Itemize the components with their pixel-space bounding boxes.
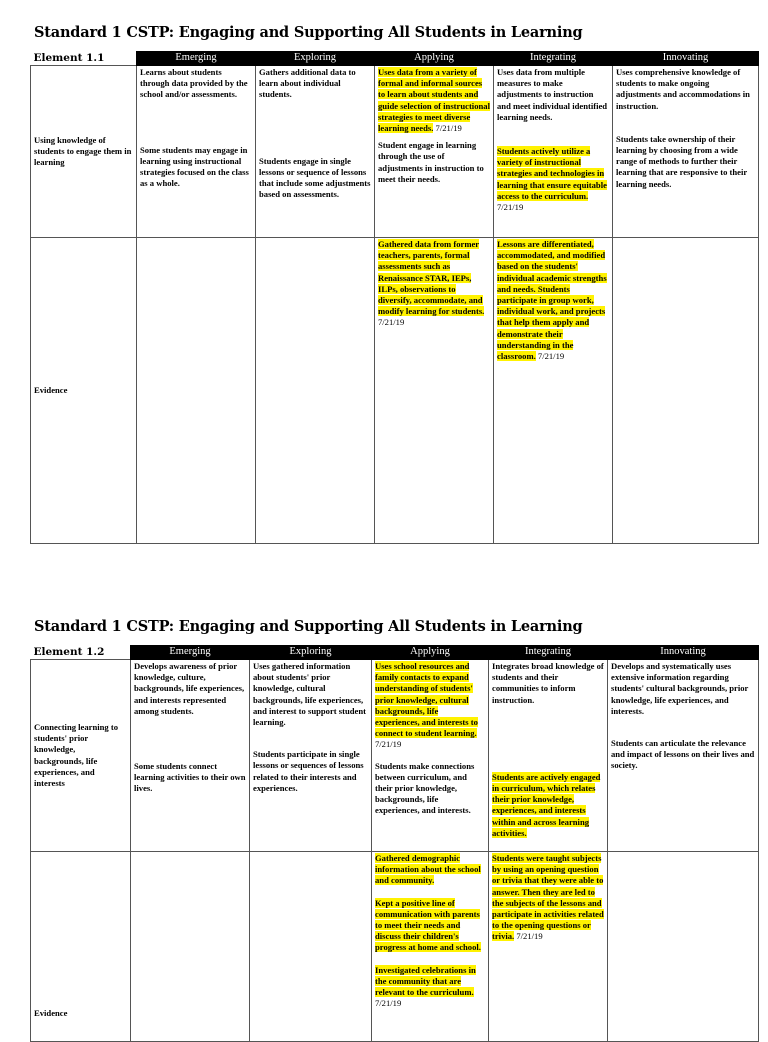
evidence-exploring	[256, 238, 375, 544]
highlighted-descriptor: Uses school resources and family contacts to expand understanding of students' prior knowledge, cultural backgrounds, life experiences, and interests to connect to student learning.	[375, 661, 478, 739]
descriptor-teacher: Gathers additional data to learn about individual students.	[259, 67, 356, 100]
descriptor-teacher: Develops and systematically uses extensive information regarding students' cultural backgrounds, prior knowledge, life experiences, and interests.	[611, 661, 749, 716]
cell-emerging	[137, 66, 256, 238]
evidence-emerging	[131, 852, 250, 1042]
descriptor-student: Students engage in single lessons or sequence of lessons that include some adjustments based on assessments.	[259, 155, 371, 200]
evidence-text: Kept a positive line of communication with parents to meet their needs and discuss their children's progress at home and school.	[375, 897, 481, 953]
element-label: Element 1.2	[31, 646, 131, 660]
descriptor-student: Some students connect learning activities to their own lives.	[134, 761, 246, 794]
evidence-text: Gathered demographic information about the school and community.	[375, 853, 481, 886]
cell-exploring	[250, 660, 372, 852]
descriptor-student: Students can articulate the relevance and impact of lessons on their lives and society.	[611, 738, 755, 771]
rubric-table-element-1-2	[30, 645, 759, 1042]
evidence-innovating	[608, 852, 759, 1042]
level-header-applying: Applying	[372, 646, 489, 660]
descriptor-student: Student engage in learning through the use of adjustments in instruction to meet their needs.	[378, 140, 484, 184]
row-label: Using knowledge of students to engage them in learning	[31, 66, 137, 238]
level-header-applying: Applying	[375, 52, 494, 66]
evidence-text: Lessons are differentiated, accommodated, and modified based on the students' individual academic strengths and needs. Students participate in group work, individual work, and projects that help them apply and demonstrate their understanding in the classroom.	[497, 239, 607, 362]
date-stamp: 7/21/19	[435, 123, 462, 134]
highlighted-descriptor: Students are actively engaged in curriculum, which relates their prior knowledge, experiences, and interests within and across learning activities.	[492, 771, 601, 838]
evidence-integrating	[489, 852, 608, 1042]
descriptor-student: Students take ownership of their learning by choosing from a wide range of methods to further their learning that are responsive to their learning needs.	[616, 133, 748, 189]
row-label: Connecting learning to students' prior knowledge, backgrounds, life experiences, and interests	[31, 660, 131, 852]
descriptor-teacher: Integrates broad knowledge of students and their communities to inform instruction.	[492, 661, 604, 705]
descriptor-teacher: Develops awareness of prior knowledge, culture, backgrounds, life experiences, and interests represented among students.	[134, 661, 245, 716]
evidence-applying	[372, 852, 489, 1042]
descriptor-teacher: Uses gathered information about students' prior knowledge, cultural backgrounds, life experiences, and interest to support student learning.	[253, 661, 367, 728]
section-title: Standard 1 CSTP: Engaging and Supporting All Students in Learning	[34, 24, 583, 41]
cell-innovating	[608, 660, 759, 852]
level-header-emerging: Emerging	[131, 646, 250, 660]
date-stamp: 7/21/19	[537, 351, 565, 362]
evidence-emerging	[137, 238, 256, 544]
cell-applying	[372, 660, 489, 852]
evidence-text: Students were taught subjects by using an opening question or trivia that they were able to answer. Then they are led to the subjects of the lessons and participate in activities related to the opening questions or trivia.	[492, 853, 604, 942]
descriptor-teacher: Uses data from multiple measures to make adjustments to instruction and meet individual identified learning needs.	[497, 67, 608, 122]
level-header-exploring: Exploring	[250, 646, 372, 660]
evidence-label: Evidence	[31, 852, 131, 1042]
cell-applying	[375, 66, 494, 238]
evidence-integrating	[494, 238, 613, 544]
descriptor-student: Some students may engage in learning using instructional strategies focused on the class as a whole.	[140, 144, 249, 189]
element-label: Element 1.1	[31, 52, 137, 66]
level-header-emerging: Emerging	[137, 52, 256, 66]
level-header-innovating: Innovating	[613, 52, 759, 66]
cell-integrating	[489, 660, 608, 852]
level-header-integrating: Integrating	[489, 646, 608, 660]
highlighted-descriptor: Uses data from a variety of formal and informal sources to learn about students and guide selection of instructional strategies to meet diverse learning needs.	[378, 67, 490, 134]
evidence-text: Gathered data from former teachers, parents, formal assessments such as Renaissance STAR, IEPs, ILPs, observations to diversify, accommodate, and modify learning for students.	[378, 239, 485, 317]
descriptor-teacher: Uses comprehensive knowledge of students to make ongoing adjustments and accommodations in instruction.	[616, 67, 750, 111]
date-stamp: 7/21/19	[375, 998, 402, 1009]
evidence-applying	[375, 238, 494, 544]
level-header-innovating: Innovating	[608, 646, 759, 660]
evidence-exploring	[250, 852, 372, 1042]
cell-exploring	[256, 66, 375, 238]
date-stamp: 7/21/19	[516, 931, 543, 942]
level-header-exploring: Exploring	[256, 52, 375, 66]
section-title: Standard 1 CSTP: Engaging and Supporting All Students in Learning	[34, 618, 583, 635]
date-stamp: 7/21/19	[378, 317, 405, 328]
cell-integrating	[494, 66, 613, 238]
cell-emerging	[131, 660, 250, 852]
highlighted-descriptor: Students actively utilize a variety of instructional strategies and technologies in learning that ensure equitable access to the curriculum.	[497, 146, 607, 201]
date-stamp: 7/21/19	[497, 202, 524, 213]
descriptor-teacher: Learns about students through data provided by the school and/or assessments.	[140, 67, 248, 100]
evidence-innovating	[613, 238, 759, 544]
descriptor-student: Students participate in single lessons or sequences of lessons related to their interests and experiences.	[253, 749, 364, 793]
rubric-table-element-1-1	[30, 51, 759, 544]
level-header-integrating: Integrating	[494, 52, 613, 66]
descriptor-student: Students make connections between curriculum, and their prior knowledge, backgrounds, life experiences, and interests.	[375, 760, 475, 816]
date-stamp: 7/21/19	[375, 739, 402, 750]
evidence-label: Evidence	[31, 238, 137, 544]
evidence-text: Investigated celebrations in the community that are relevant to the curriculum.	[375, 964, 476, 998]
cell-innovating	[613, 66, 759, 238]
